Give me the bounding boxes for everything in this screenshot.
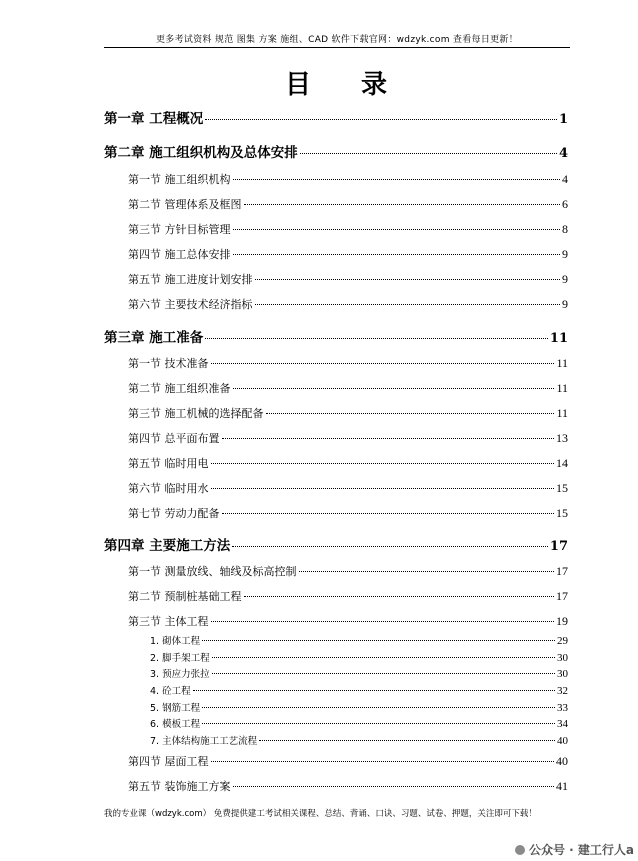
toc-entry-chapter[interactable]: [104, 326, 568, 346]
toc-entry-page: 4: [558, 146, 568, 161]
toc-entry-page: 34: [557, 718, 568, 730]
toc-entry-page: 33: [557, 702, 568, 714]
toc-entry-label: 第二节 管理体系及框图: [128, 198, 242, 211]
toc-dot-leader: [233, 228, 561, 230]
toc-dot-leader: [299, 570, 555, 572]
toc-entry-label: 第四章 主要施工方法: [104, 538, 231, 554]
watermark: [515, 841, 634, 858]
toc-entry-label: 第五节 临时用电: [128, 457, 209, 470]
toc-dot-leader: [233, 387, 555, 389]
toc-entry-sub[interactable]: [150, 650, 568, 664]
title-char-left: 目: [284, 70, 313, 100]
toc-dot-leader: [193, 689, 555, 691]
toc-entry-section[interactable]: [128, 753, 568, 769]
toc-dot-leader: [259, 739, 555, 741]
toc-dot-leader: [300, 152, 557, 154]
toc-dot-leader: [212, 672, 555, 674]
toc-dot-leader: [205, 118, 557, 120]
toc-entry-chapter[interactable]: [104, 534, 568, 554]
toc-dot-leader: [211, 362, 555, 364]
toc-entry-section[interactable]: [128, 505, 568, 521]
toc-entry-label: 第一章 工程概况: [104, 111, 204, 127]
toc-entry-sub[interactable]: [150, 683, 568, 697]
toc-entry-chapter[interactable]: [104, 107, 568, 127]
toc-dot-leader: [202, 639, 555, 641]
toc-entry-page: 41: [556, 779, 568, 793]
toc-entry-page: 11: [549, 331, 568, 346]
toc-entry-label: 3. 预应力张拉: [150, 669, 210, 680]
toc-entry-label: 2. 脚手架工程: [150, 653, 210, 664]
toc-dot-leader: [205, 337, 548, 339]
toc-dot-leader: [255, 303, 561, 305]
toc-dot-leader: [211, 760, 555, 762]
toc-entry-section[interactable]: [128, 480, 568, 496]
toc-entry-section[interactable]: [128, 171, 568, 187]
toc-entry-page: 17: [549, 539, 568, 554]
toc-dot-leader: [232, 545, 548, 547]
toc-entry-page: 14: [556, 456, 568, 470]
toc-entry-page: 11: [556, 406, 568, 420]
toc-entry-section[interactable]: [128, 405, 568, 421]
toc-dot-leader: [211, 487, 555, 489]
toc-entry-page: 9: [562, 272, 568, 286]
title-char-right: 录: [361, 70, 390, 100]
wechat-icon: [515, 845, 525, 855]
toc-entry-section[interactable]: [128, 563, 568, 579]
toc-entry-label: 第二节 施工组织准备: [128, 382, 231, 395]
toc-entry-section[interactable]: [128, 196, 568, 212]
toc-entry-label: 第二节 预制桩基础工程: [128, 590, 242, 603]
toc-entry-label: 第六节 临时用水: [128, 482, 209, 495]
toc-entry-page: 1: [558, 112, 568, 127]
toc-dot-leader: [233, 178, 561, 180]
toc-entry-page: 30: [557, 652, 568, 664]
toc-dot-leader: [244, 203, 561, 205]
toc-entry-label: 6. 模板工程: [150, 719, 201, 730]
toc-entry-section[interactable]: [128, 296, 568, 312]
header-rule: [104, 47, 570, 48]
toc-dot-leader: [255, 278, 561, 280]
toc-entry-page: 15: [556, 481, 568, 495]
toc-entry-sub[interactable]: [150, 633, 568, 647]
page-footer: 我的专业课（wdzyk.com） 免费提供建工考试相关课程、总结、背诵、口诀、习题、试卷、押题，关注即可下载！: [104, 809, 537, 819]
toc-entry-sub[interactable]: [150, 700, 568, 714]
toc-dot-leader: [211, 620, 555, 622]
toc-entry-page: 17: [556, 589, 568, 603]
toc-entry-section[interactable]: [128, 430, 568, 446]
toc-entry-page: 6: [562, 197, 568, 211]
toc-entry-page: 11: [556, 356, 568, 370]
page-title: [104, 64, 570, 101]
toc-dot-leader: [202, 706, 555, 708]
toc-entry-chapter[interactable]: [104, 141, 568, 161]
toc-entry-page: 8: [562, 222, 568, 236]
toc-entry-label: 第五节 施工进度计划安排: [128, 273, 253, 286]
toc-entry-label: 第一节 技术准备: [128, 357, 209, 370]
toc-entry-page: 19: [556, 614, 568, 628]
toc-entry-section[interactable]: [128, 778, 568, 794]
toc-entry-section[interactable]: [128, 613, 568, 629]
page-header: 更多考试资料 规范 图集 方案 施组、CAD 软件下载官网：wdzyk.com 查看每日更新！: [155, 35, 519, 45]
toc-entry-page: 40: [556, 754, 568, 768]
toc-dot-leader: [211, 462, 555, 464]
toc-entry-label: 第三节 方针目标管理: [128, 223, 231, 236]
toc-entry-section[interactable]: [128, 355, 568, 371]
toc-entry-sub[interactable]: [150, 733, 568, 747]
toc-entry-label: 第三节 施工机械的选择配备: [128, 407, 264, 420]
toc-entry-label: 5. 钢筋工程: [150, 703, 201, 714]
toc-entry-label: 第六节 主要技术经济指标: [128, 298, 253, 311]
toc-entry-page: 29: [557, 635, 568, 647]
toc-entry-label: 第四节 施工总体安排: [128, 248, 231, 261]
toc-entry-section[interactable]: [128, 271, 568, 287]
toc-entry-label: 1. 砌体工程: [150, 636, 201, 647]
toc-entry-page: 4: [562, 172, 568, 186]
toc-entry-page: 32: [557, 685, 568, 697]
toc-entry-page: 40: [557, 735, 568, 747]
toc-entry-label: 第三章 施工准备: [104, 330, 204, 346]
toc-entry-page: 15: [556, 506, 568, 520]
watermark-text: 公众号 · 建工行人a: [528, 843, 634, 857]
toc-entry-page: 17: [556, 564, 568, 578]
toc-entry-page: 13: [556, 431, 568, 445]
toc-entry-page: 11: [556, 381, 568, 395]
toc-dot-leader: [266, 412, 555, 414]
toc-dot-leader: [212, 656, 555, 658]
toc-entry-section[interactable]: [128, 455, 568, 471]
toc-dot-leader: [233, 785, 555, 787]
toc-entry-label: 第五节 装饰施工方案: [128, 780, 231, 793]
toc-dot-leader: [222, 437, 555, 439]
toc-entry-label: 第四节 总平面布置: [128, 432, 220, 445]
toc-entry-sub[interactable]: [150, 666, 568, 680]
toc-dot-leader: [244, 595, 555, 597]
toc-entry-label: 4. 砼工程: [150, 686, 191, 697]
toc-entry-section[interactable]: [128, 246, 568, 262]
toc-dot-leader: [233, 253, 561, 255]
toc-dot-leader: [202, 722, 555, 724]
toc-entry-label: 第七节 劳动力配备: [128, 507, 220, 520]
toc-entry-label: 7. 主体结构施工工艺流程: [150, 736, 258, 747]
toc-entry-section[interactable]: [128, 588, 568, 604]
toc-entry-section[interactable]: [128, 380, 568, 396]
toc-dot-leader: [222, 512, 555, 514]
toc-entry-page: 9: [562, 247, 568, 261]
toc-entry-label: 第四节 屋面工程: [128, 755, 209, 768]
toc-entry-label: 第二章 施工组织机构及总体安排: [104, 145, 298, 161]
toc-entry-section[interactable]: [128, 221, 568, 237]
toc-entry-sub[interactable]: [150, 716, 568, 730]
toc-entry-page: 9: [562, 297, 568, 311]
toc-entry-page: 30: [557, 668, 568, 680]
toc-entry-label: 第一节 测量放线、轴线及标高控制: [128, 565, 297, 578]
toc-entry-label: 第三节 主体工程: [128, 615, 209, 628]
toc-entry-label: 第一节 施工组织机构: [128, 173, 231, 186]
